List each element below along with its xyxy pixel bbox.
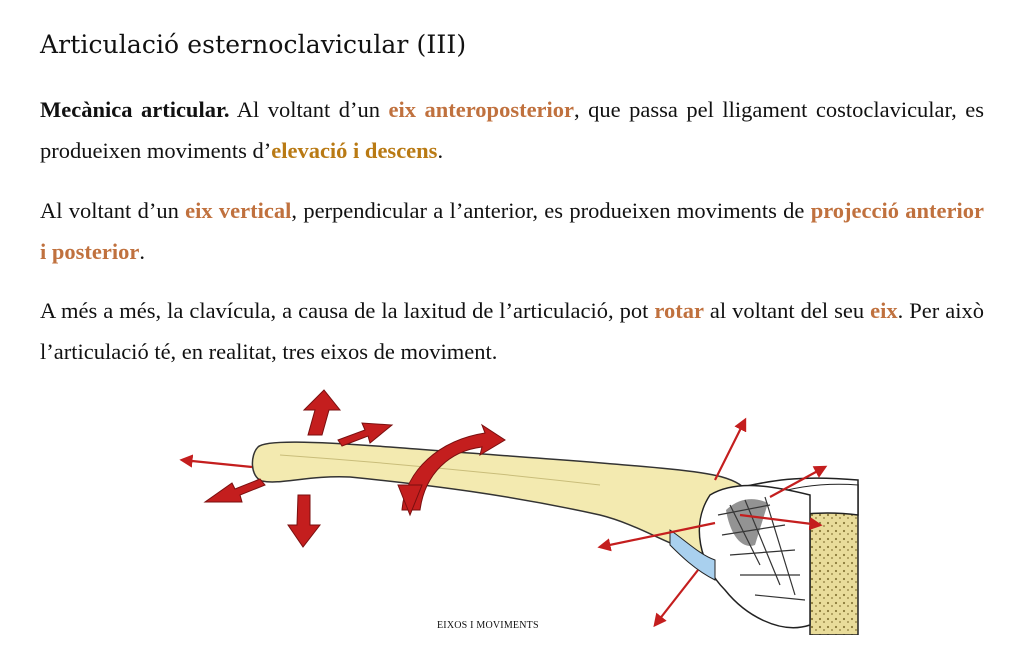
highlight-projection: projecció anterior i posterior [40, 198, 985, 264]
text-segment: , que passa pel lligament costoclavicular, es produeixen moviments d’ [40, 97, 985, 163]
text-segment: . [437, 138, 444, 163]
highlight-axis-anteroposterior: eix anteroposterior [388, 97, 575, 122]
text-segment: . Per això l’articulació té, en realitat, tres eixos de moviment. [40, 298, 984, 364]
text-segment: Al voltant d’un [229, 97, 389, 122]
text-segment: al voltant del seu [703, 298, 871, 323]
text-segment: , perpendicular a l’anterior, es produeixen moviments de [291, 198, 811, 223]
text-segment: . [139, 239, 145, 264]
text-segment: A més a més, la clavícula, a causa de la laxitud de l’articulació, pot [40, 298, 655, 323]
text-segment: Al voltant d’un [40, 198, 186, 223]
page-title: Articulació esternoclavicular (III) [40, 30, 467, 59]
highlight-elevation-descent: elevació i descens [271, 138, 438, 163]
lead-term: Mecànica articular. [40, 97, 230, 122]
clavicle-movement-illustration [170, 385, 860, 635]
paragraph-vertical-axis [40, 190, 984, 272]
highlight-axis: eix [870, 298, 898, 323]
figure-caption: EIXOS I MOVIMENTS [437, 620, 539, 631]
highlight-rotate: rotar [654, 298, 704, 323]
highlight-axis-vertical: eix vertical [185, 198, 292, 223]
paragraph-rotation [40, 290, 984, 372]
paragraph-mechanics [40, 89, 984, 171]
